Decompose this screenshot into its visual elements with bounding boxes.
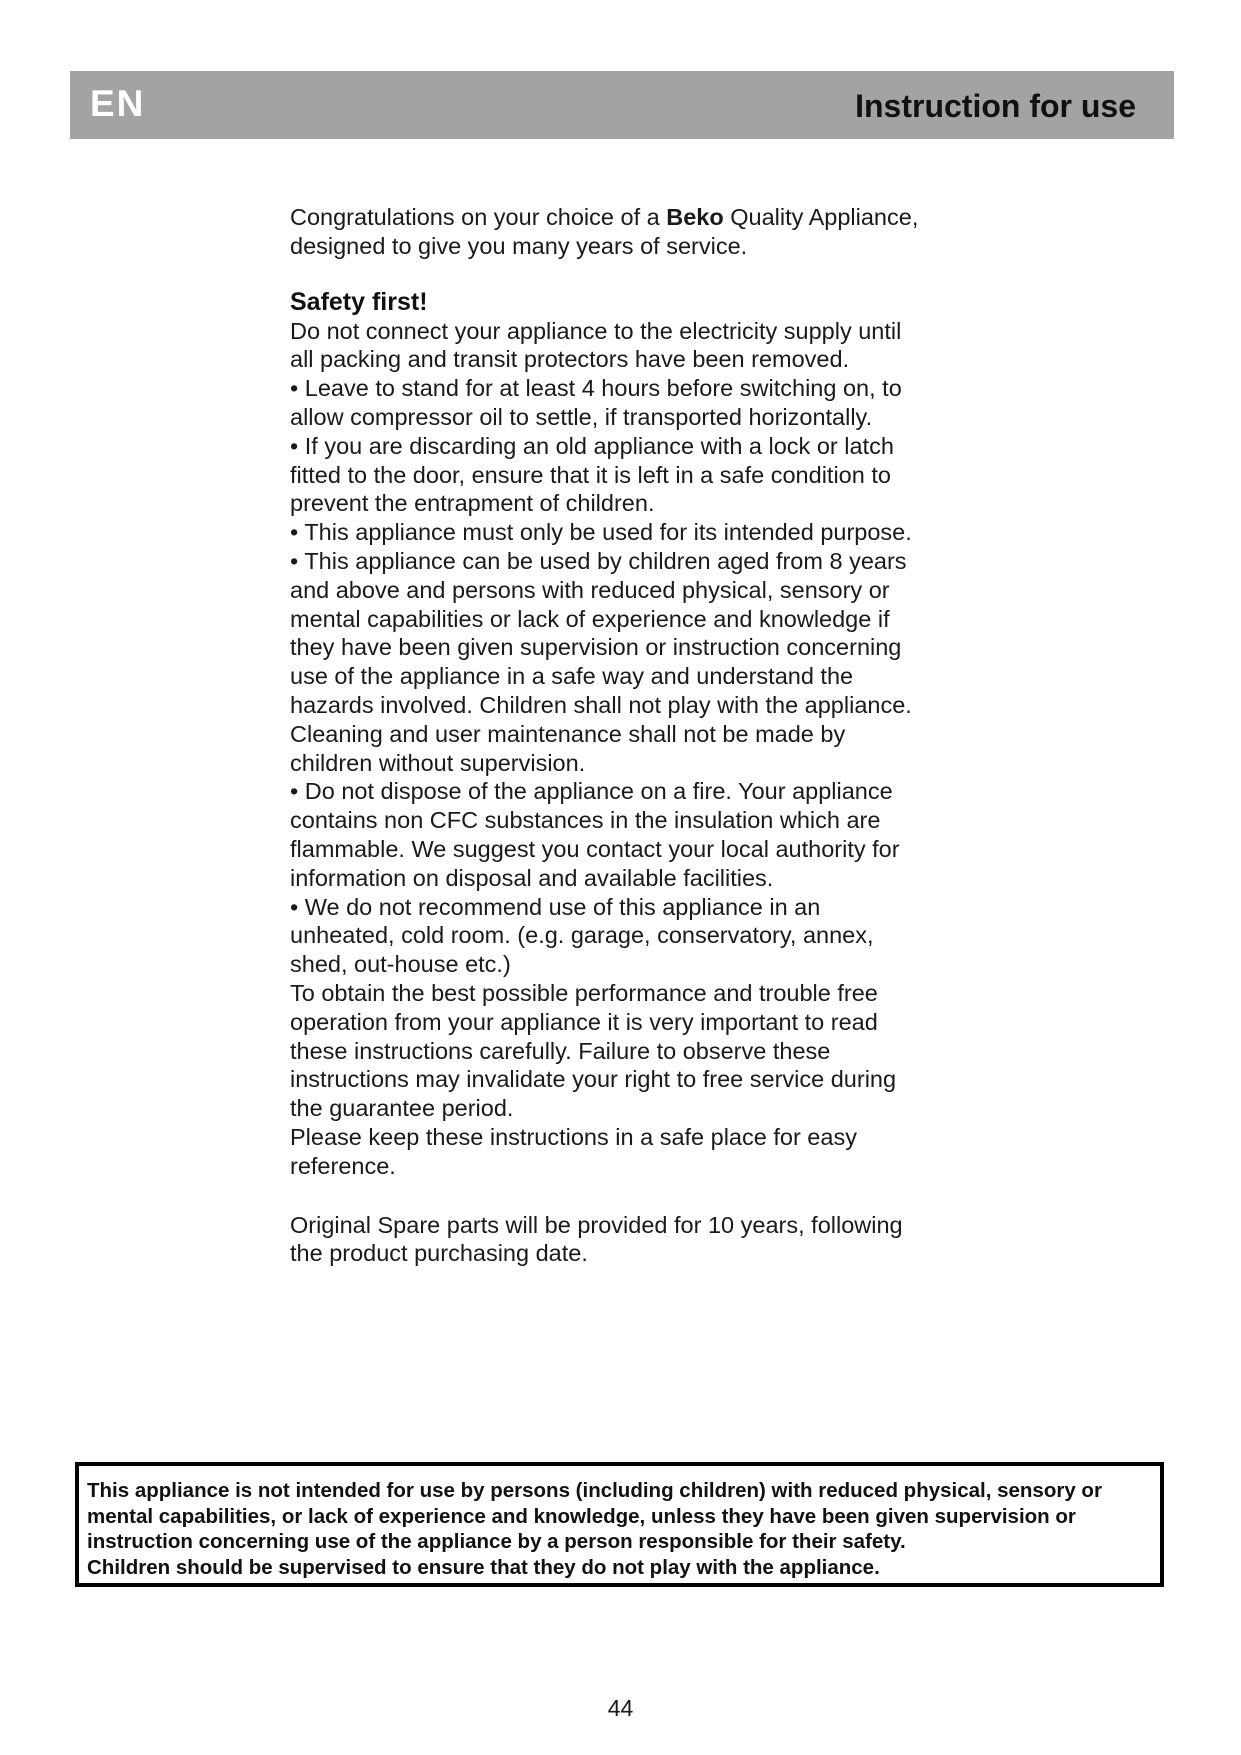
warning-notice-box <box>75 1462 1164 1587</box>
safety-paragraph: • Do not dispose of the appliance on a fire. Your appliance contains non CFC substances in the insulation which are flammable. We suggest you contact your local authority for information on disposal and available facilities. <box>290 778 900 891</box>
warning-notice-children: Children should be supervised to ensure that they do not play with the appliance. <box>87 1555 880 1579</box>
warning-notice-text: This appliance is not intended for use by persons (including children) with reduced physical, sensory or mental capabilities, or lack of experience and knowledge, unless they have been given supervision or instruction concerning use of the appliance by a person responsible for their safety. <box>87 1479 1102 1553</box>
page-number: 44 <box>607 1695 634 1721</box>
safety-paragraph: • This appliance must only be used for its intended purpose. <box>290 519 912 546</box>
safety-paragraph: • This appliance can be used by children aged from 8 years and above and persons with reduced physical, sensory or mental capabilities or lack of experience and knowledge if they have been given supervision or instruction concerning use of the appliance in a safe way and understand the hazards involved. Children shall not play with the appliance. Cleaning and user maintenance shall not be made by children without supervision. <box>290 547 912 776</box>
intro-text-after: Quality Appliance, designed to give you many years of service. <box>290 204 919 259</box>
intro-text-before: Congratulations on your choice of a <box>290 204 667 230</box>
safety-heading: Safety first! <box>290 287 428 316</box>
spare-parts-note: Original Spare parts will be provided for 10 years, following the product purchasing date. <box>290 1211 903 1267</box>
safety-paragraph: • If you are discarding an old appliance with a lock or latch fitted to the door, ensure that it is left in a safe condition to prevent the entrapment of children. <box>290 432 894 517</box>
page-title: Instruction for use <box>855 88 1136 124</box>
language-code: EN <box>90 83 146 124</box>
brand-name: Beko <box>666 204 724 230</box>
safety-paragraph: Do not connect your appliance to the electricity supply until all packing and transit protectors have been removed. <box>290 317 902 373</box>
safety-paragraph: Please keep these instructions in a safe place for easy reference. <box>290 1123 857 1179</box>
main-content <box>290 203 930 1268</box>
safety-paragraph: To obtain the best possible performance and trouble free operation from your appliance it is very important to read these instructions carefully. Failure to observe these instructions may invalidate your right to free service during the guarantee period. <box>290 979 897 1122</box>
header-bar <box>70 71 1174 139</box>
safety-paragraph: • Leave to stand for at least 4 hours before switching on, to allow compressor oil to settle, if transported horizontally. <box>290 375 902 430</box>
safety-paragraph: • We do not recommend use of this appliance in an unheated, cold room. (e.g. garage, conservatory, annex, shed, out-house etc.) <box>290 893 874 978</box>
intro-paragraph <box>290 203 930 261</box>
